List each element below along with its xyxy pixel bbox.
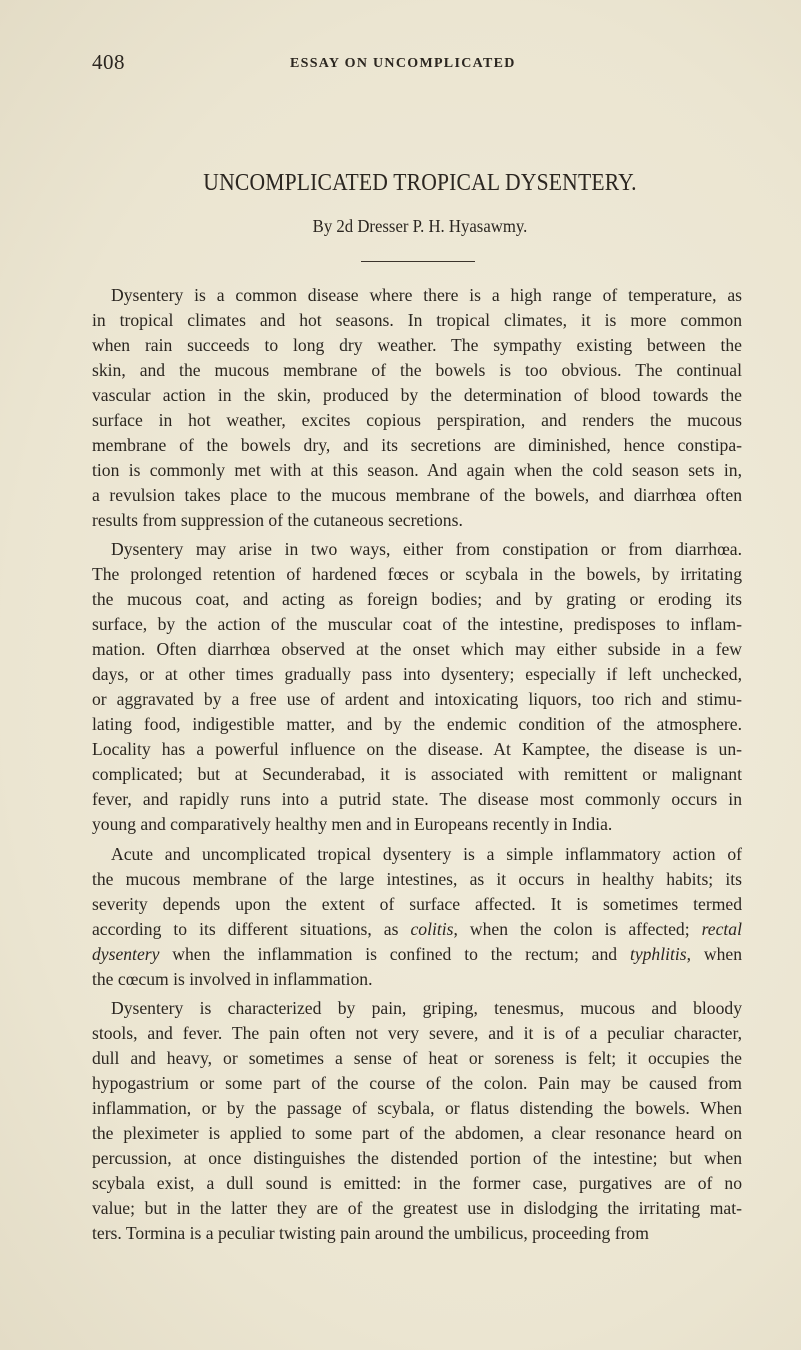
text-line: tion is commonly met with at this season. And again when the cold season sets in, xyxy=(92,460,742,480)
text-line: vascular action in the skin, produced by the determination of blood towards the xyxy=(92,385,742,405)
italic-term: colitis xyxy=(410,918,454,939)
text-line: surface, by the action of the muscular coat of the intestine, predisposes to inflam- xyxy=(92,614,742,635)
text-segment: , when the colon is affected; xyxy=(453,918,702,939)
text-segment: according to its different situations, as xyxy=(92,918,411,939)
text-line: or aggravated by a free use of ardent and intoxicating liquors, too rich and stimu- xyxy=(92,689,742,710)
text-segment: , when xyxy=(686,943,742,964)
text-line: inflammation, or by the passage of scybala, or flatus distending the bowels. When xyxy=(92,1097,742,1118)
paragraph xyxy=(92,996,742,1246)
text-line: lating food, indigestible matter, and by the endemic condition of the atmosphere. xyxy=(92,714,742,735)
text-line: fever, and rapidly runs into a putrid state. The disease most commonly occurs in xyxy=(92,789,742,810)
italic-term: typhlitis xyxy=(629,943,687,964)
article-title: UNCOMPLICATED TROPICAL DYSENTERY. xyxy=(203,170,637,196)
text-segment: when the inflammation is confined to the rectum; and xyxy=(159,943,630,964)
text-line: Dysentery is a common disease where there is a high range of temperature, as xyxy=(111,285,742,305)
paragraph xyxy=(92,283,742,533)
text-line: Locality has a powerful influence on the disease. At Kamptee, the disease is un- xyxy=(92,739,742,760)
text-line: young and comparatively healthy men and in Europeans recently in India. xyxy=(92,814,613,835)
text-line: the cœcum is involved in inflammation. xyxy=(92,968,373,989)
text-line: in tropical climates and hot seasons. In tropical climates, it is more common xyxy=(92,310,742,330)
text-line: complicated; but at Secunderabad, it is associated with remittent or malignant xyxy=(92,764,742,785)
text-line: skin, and the mucous membrane of the bowels is too obvious. The continual xyxy=(92,360,742,380)
text-line xyxy=(92,917,742,942)
text-line: results from suppression of the cutaneous secretions. xyxy=(92,510,463,530)
paragraph xyxy=(92,842,742,992)
running-head: ESSAY ON UNCOMPLICATED xyxy=(290,56,516,71)
text-line: the pleximeter is applied to some part of the abdomen, a clear resonance heard on xyxy=(92,1122,742,1143)
text-line: dull and heavy, or sometimes a sense of heat or soreness is felt; it occupies the xyxy=(92,1047,742,1068)
text-line: surface in hot weather, excites copious perspiration, and renders the mucous xyxy=(92,410,742,430)
text-line: days, or at other times gradually pass into dysentery; especially if left unchecked, xyxy=(92,664,742,685)
text-line xyxy=(92,942,742,967)
text-line: hypogastrium or some part of the course of the colon. Pain may be caused from xyxy=(92,1072,742,1093)
text-line: when rain succeeds to long dry weather. The sympathy existing between the xyxy=(92,335,742,355)
text-line: stools, and fever. The pain often not very severe, and it is of a peculiar character, xyxy=(92,1022,742,1043)
title-divider-rule xyxy=(361,261,475,262)
italic-term: dysentery xyxy=(92,943,160,964)
text-line: the mucous membrane of the large intestines, as it occurs in healthy habits; its xyxy=(92,868,742,889)
text-line: percussion, at once distinguishes the distended portion of the intestine; but when xyxy=(92,1147,742,1168)
text-line: Dysentery is characterized by pain, griping, tenesmus, mucous and bloody xyxy=(111,997,742,1018)
text-line: severity depends upon the extent of surface affected. It is sometimes termed xyxy=(92,893,742,914)
text-line: membrane of the bowels dry, and its secretions are diminished, hence constipa- xyxy=(92,435,742,455)
text-line: a revulsion takes place to the mucous membrane of the bowels, and diarrhœa often xyxy=(92,485,742,505)
page-number: 408 xyxy=(92,50,125,74)
text-line: value; but in the latter they are of the greatest use in dislodging the irritating mat- xyxy=(92,1197,742,1218)
text-line: Acute and uncomplicated tropical dysentery is a simple inflammatory action of xyxy=(111,843,742,864)
text-line: scybala exist, a dull sound is emitted: in the former case, purgatives are of no xyxy=(92,1172,742,1193)
article-byline: By 2d Dresser P. H. Hyasawmy. xyxy=(312,216,528,236)
article-body xyxy=(92,283,742,1250)
text-line: Dysentery may arise in two ways, either from constipation or from diarrhœa. xyxy=(111,539,742,560)
text-line: ters. Tormina is a peculiar twisting pain around the umbilicus, proceeding from xyxy=(92,1222,649,1243)
text-line: mation. Often diarrhœa observed at the onset which may either subside in a few xyxy=(92,639,742,660)
paragraph xyxy=(92,537,742,837)
italic-term: rectal xyxy=(701,918,742,939)
text-line: The prolonged retention of hardened fœces or scybala in the bowels, by irritating xyxy=(92,564,742,585)
text-line: the mucous coat, and acting as foreign bodies; and by grating or eroding its xyxy=(92,589,742,610)
